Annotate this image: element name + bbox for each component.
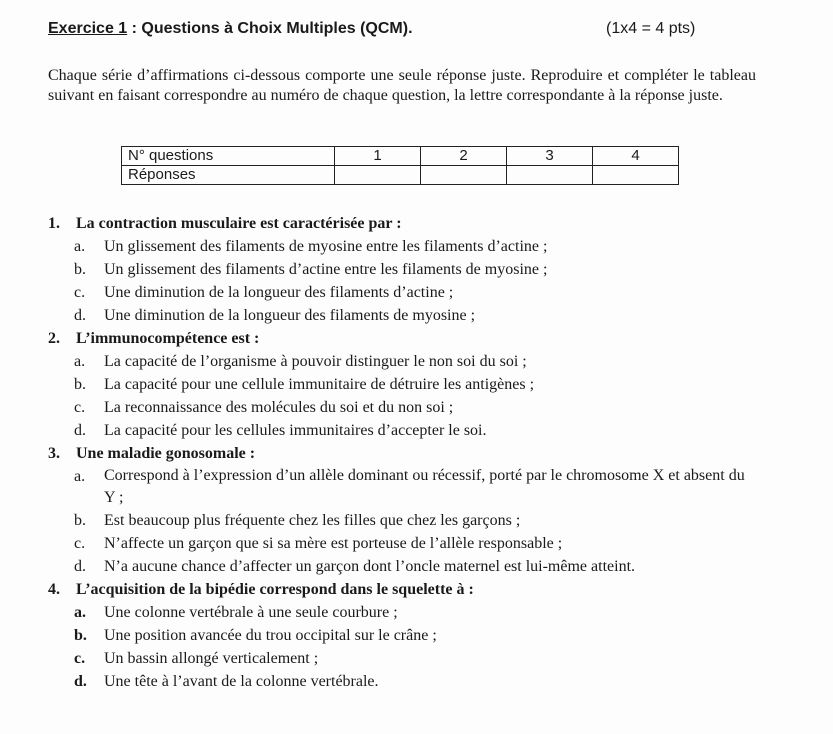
question-number: 3. — [48, 445, 60, 462]
option-text: Un glissement des filaments d’actine entre les filaments de myosine ; — [104, 261, 548, 278]
answer-table-number: 4 — [593, 147, 679, 166]
answer-table-number: 1 — [335, 147, 421, 166]
question-number: 2. — [48, 330, 60, 347]
answer-table-row-numbers — [122, 147, 679, 166]
option-letter: a. — [74, 238, 86, 255]
exercise-label: Exercice 1 — [48, 20, 128, 37]
exercise-header — [48, 20, 788, 38]
answer-cell — [421, 166, 507, 185]
option-item — [48, 281, 768, 304]
option-text: N’affecte un garçon que si sa mère est porteuse de l’allèle responsable ; — [104, 535, 563, 552]
question-text: L’acquisition de la bipédie correspond dans le squelette à : — [76, 581, 474, 598]
option-item — [48, 624, 768, 647]
question-text: L’immunocompétence est : — [76, 330, 260, 347]
option-item — [48, 304, 768, 327]
option-letter: b. — [74, 376, 86, 393]
option-text: La capacité pour une cellule immunitaire de détruire les antigènes ; — [104, 376, 535, 393]
option-item — [48, 532, 768, 555]
exercise-points: (1x4 = 4 pts) — [606, 20, 696, 37]
option-letter: d. — [74, 422, 86, 439]
option-text: Une diminution de la longueur des filaments de myosine ; — [104, 307, 476, 324]
option-item — [48, 509, 768, 532]
question-number: 4. — [48, 581, 60, 598]
option-item — [48, 258, 768, 281]
answer-table-number: 3 — [507, 147, 593, 166]
option-item — [48, 647, 768, 670]
question-2 — [48, 327, 768, 442]
option-letter: d. — [74, 307, 86, 324]
option-text: Une position avancée du trou occipital sur le crâne ; — [104, 627, 437, 644]
question-title — [48, 212, 768, 235]
option-item — [48, 350, 768, 373]
option-item — [48, 419, 768, 442]
option-letter: b. — [74, 627, 87, 644]
question-number: 1. — [48, 215, 60, 232]
option-letter: a. — [74, 353, 86, 370]
instructions-paragraph: Chaque série d’affirmations ci-dessous comporte une seule réponse juste. Reproduire et compléter le tableau suivant en faisant correspondre au numéro de chaque question, la lettre correspondante à la réponse juste. — [48, 67, 756, 104]
option-text: La reconnaissance des molécules du soi et du non soi ; — [104, 399, 454, 416]
option-letter: a. — [74, 604, 86, 621]
answer-table-header-label: N° questions — [122, 147, 335, 166]
option-text: Un bassin allongé verticalement ; — [104, 650, 319, 667]
question-title — [48, 442, 768, 465]
option-letter: a. — [74, 468, 86, 485]
option-letter: d. — [74, 558, 86, 575]
question-1 — [48, 212, 768, 327]
option-letter: b. — [74, 512, 86, 529]
option-item — [48, 235, 768, 258]
option-text: La capacité pour les cellules immunitaires d’accepter le soi. — [104, 422, 487, 439]
option-item — [48, 465, 768, 509]
option-text: Est beaucoup plus fréquente chez les filles que chez les garçons ; — [104, 512, 521, 529]
questions-list — [48, 212, 768, 693]
option-letter: c. — [74, 284, 86, 301]
option-text: Correspond à l’expression d’un allèle dominant ou récessif, porté par le chromosome X et absent du Y ; — [104, 467, 745, 506]
option-item — [48, 396, 768, 419]
answer-table-response-label: Réponses — [122, 166, 335, 185]
answer-cell — [507, 166, 593, 185]
answer-table-number: 2 — [421, 147, 507, 166]
option-item — [48, 670, 768, 693]
question-title — [48, 327, 768, 350]
answer-table-row-responses — [122, 166, 679, 185]
option-item — [48, 601, 768, 624]
option-text: Une colonne vertébrale à une seule courbure ; — [104, 604, 398, 621]
option-letter: d. — [74, 673, 87, 690]
question-text: Une maladie gonosomale : — [76, 445, 256, 462]
question-title — [48, 578, 768, 601]
option-text: La capacité de l’organisme à pouvoir distinguer le non soi du soi ; — [104, 353, 527, 370]
option-text: Une diminution de la longueur des filaments d’actine ; — [104, 284, 454, 301]
question-text: La contraction musculaire est caractérisée par : — [76, 215, 402, 232]
option-letter: c. — [74, 399, 86, 416]
option-letter: c. — [74, 650, 86, 667]
option-item — [48, 373, 768, 396]
answer-table — [121, 146, 679, 185]
answer-cell — [593, 166, 679, 185]
question-3 — [48, 442, 768, 578]
option-letter: c. — [74, 535, 86, 552]
option-item — [48, 555, 768, 578]
option-letter: b. — [74, 261, 86, 278]
option-text: Un glissement des filaments de myosine entre les filaments d’actine ; — [104, 238, 548, 255]
exercise-title: : Questions à Choix Multiples (QCM). — [127, 20, 413, 37]
option-text: Une tête à l’avant de la colonne vertébrale. — [104, 673, 379, 690]
option-text: N’a aucune chance d’affecter un garçon dont l’oncle maternel est lui-même atteint. — [104, 558, 636, 575]
answer-cell — [335, 166, 421, 185]
question-4 — [48, 578, 768, 693]
